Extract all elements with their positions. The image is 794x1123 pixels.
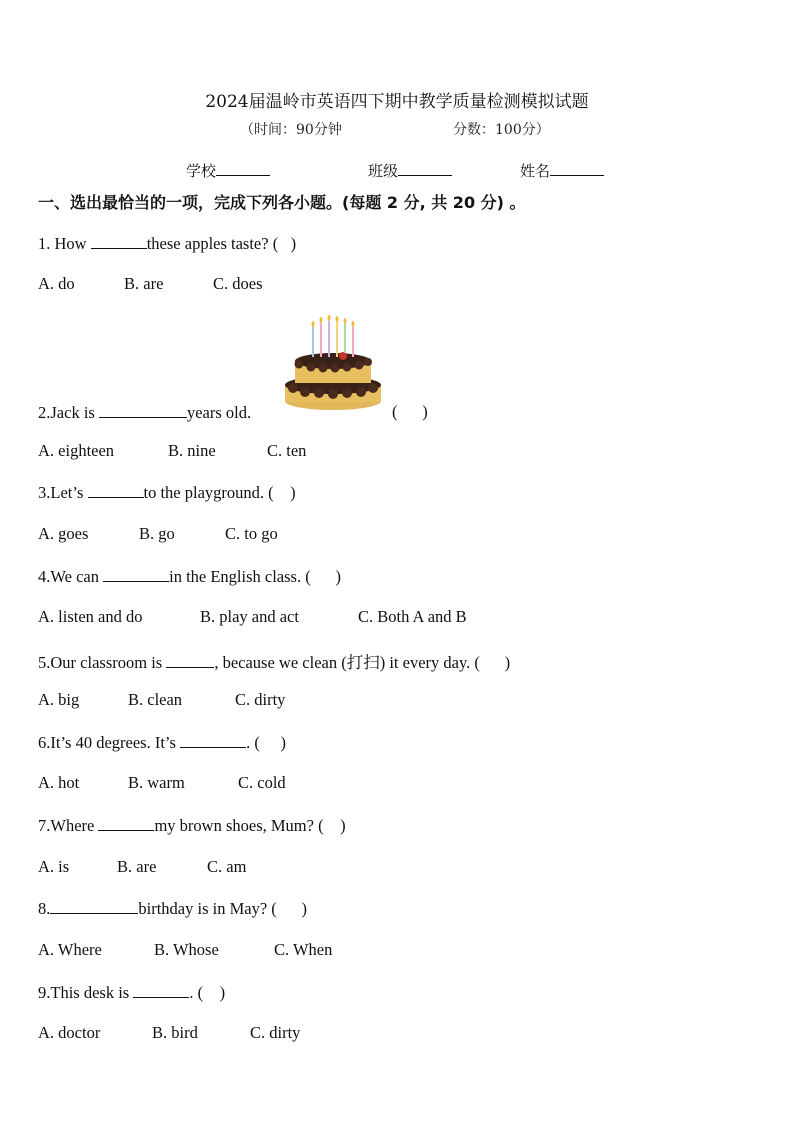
question-2 bbox=[38, 402, 251, 423]
name-blank[interactable] bbox=[550, 161, 604, 176]
question-text: these apples taste? ( bbox=[146, 234, 279, 253]
question-number: 1. bbox=[38, 234, 51, 253]
option-a[interactable]: A. doctor bbox=[38, 1023, 101, 1042]
question-text: Jack is bbox=[50, 403, 95, 422]
answer-blank[interactable] bbox=[133, 982, 189, 998]
question-3 bbox=[38, 482, 296, 503]
paren-close: ) bbox=[422, 402, 428, 421]
question-9 bbox=[38, 982, 225, 1003]
answer-paren: ) bbox=[335, 567, 341, 586]
answer-blank[interactable] bbox=[166, 652, 214, 668]
question-number: 2. bbox=[38, 403, 51, 422]
question-number: 6. bbox=[38, 733, 51, 752]
class-label: 班级 bbox=[368, 162, 399, 180]
question-text: to the playground. ( bbox=[143, 483, 274, 502]
option-c[interactable]: C. ten bbox=[267, 441, 307, 460]
question-text: This desk is bbox=[50, 983, 130, 1002]
question-1 bbox=[38, 233, 296, 254]
option-a[interactable]: A. is bbox=[38, 857, 70, 876]
exam-score: 分数：100分） bbox=[453, 122, 550, 138]
school-field[interactable] bbox=[186, 160, 270, 181]
question-text: birthday is in May? ( bbox=[138, 899, 277, 918]
question-text: Where bbox=[50, 816, 95, 835]
question-number: 8. bbox=[38, 899, 51, 918]
question-text: . ( bbox=[246, 733, 260, 752]
answer-blank[interactable] bbox=[98, 815, 154, 831]
question-number: 4. bbox=[38, 567, 51, 586]
question-text: We can bbox=[50, 567, 99, 586]
option-b[interactable]: B. nine bbox=[168, 441, 216, 460]
answer-paren: ) bbox=[290, 483, 296, 502]
option-b[interactable]: B. are bbox=[117, 857, 157, 876]
question-text: in the English class. ( bbox=[169, 567, 311, 586]
birthday-cake-image bbox=[283, 313, 383, 413]
option-b[interactable]: B. clean bbox=[128, 690, 183, 709]
option-c[interactable]: C. dirty bbox=[235, 690, 286, 709]
answer-paren: ) bbox=[504, 653, 511, 672]
option-c[interactable]: C. am bbox=[207, 857, 247, 876]
option-b[interactable]: B. are bbox=[124, 274, 164, 293]
question-text: my brown shoes, Mum? ( bbox=[154, 816, 324, 835]
option-c[interactable]: C. does bbox=[213, 274, 263, 293]
question-8 bbox=[38, 898, 307, 919]
option-b[interactable]: B. bird bbox=[152, 1023, 198, 1042]
answer-blank[interactable] bbox=[91, 233, 147, 249]
question-text: How bbox=[54, 234, 87, 253]
question-text: , because we clean (打扫) it every day. ( bbox=[214, 653, 480, 672]
name-field[interactable] bbox=[520, 160, 604, 181]
option-b[interactable]: B. play and act bbox=[200, 607, 299, 626]
question-text: Let’s bbox=[50, 483, 84, 502]
answer-paren: ) bbox=[280, 733, 286, 752]
option-b[interactable]: B. warm bbox=[128, 773, 185, 792]
answer-paren: ) bbox=[301, 899, 308, 918]
exam-time: （时间：90分钟 bbox=[240, 122, 342, 138]
option-b[interactable]: B. Whose bbox=[154, 940, 219, 959]
page-title: 2024届温岭市英语四下期中教学质量检测模拟试题 bbox=[205, 92, 589, 112]
question-text: Our classroom is bbox=[50, 653, 163, 672]
option-c[interactable]: C. When bbox=[274, 940, 333, 959]
question-6 bbox=[38, 732, 286, 753]
option-a[interactable]: A. hot bbox=[38, 773, 80, 792]
option-a[interactable]: A. big bbox=[38, 690, 80, 709]
option-a[interactable]: A. do bbox=[38, 274, 75, 293]
class-field[interactable] bbox=[368, 160, 452, 181]
school-blank[interactable] bbox=[216, 161, 270, 176]
answer-paren: ) bbox=[290, 234, 297, 253]
school-label: 学校 bbox=[186, 162, 217, 180]
question-4 bbox=[38, 566, 341, 587]
option-c[interactable]: C. Both A and B bbox=[358, 607, 467, 626]
option-c[interactable]: C. to go bbox=[225, 524, 278, 543]
answer-blank[interactable] bbox=[50, 898, 138, 914]
option-c[interactable]: C. dirty bbox=[250, 1023, 301, 1042]
question-number: 7. bbox=[38, 816, 51, 835]
option-c[interactable]: C. cold bbox=[238, 773, 286, 792]
question-text: . ( bbox=[189, 983, 204, 1002]
answer-blank[interactable] bbox=[103, 566, 169, 582]
class-blank[interactable] bbox=[398, 161, 452, 176]
answer-parens bbox=[392, 402, 428, 422]
answer-paren: ) bbox=[219, 983, 226, 1002]
question-5 bbox=[38, 649, 510, 673]
answer-paren: ) bbox=[340, 816, 346, 835]
section-heading: 一、选出最恰当的一项，完成下列各小题。(每题 2 分, 共 20 分) 。 bbox=[38, 193, 526, 212]
option-a[interactable]: A. Where bbox=[38, 940, 102, 959]
answer-blank[interactable] bbox=[88, 482, 144, 498]
answer-blank[interactable] bbox=[99, 402, 187, 418]
question-text: It’s 40 degrees. It’s bbox=[50, 733, 176, 752]
question-number: 5. bbox=[38, 653, 51, 672]
option-a[interactable]: A. goes bbox=[38, 524, 89, 543]
option-b[interactable]: B. go bbox=[139, 524, 175, 543]
question-number: 9. bbox=[38, 983, 51, 1002]
answer-blank[interactable] bbox=[180, 732, 246, 748]
paren-open: ( bbox=[392, 402, 398, 421]
question-number: 3. bbox=[38, 483, 51, 502]
question-7 bbox=[38, 815, 346, 836]
question-text: years old. bbox=[186, 403, 252, 422]
option-a[interactable]: A. eighteen bbox=[38, 441, 115, 460]
name-label: 姓名 bbox=[520, 162, 551, 180]
option-a[interactable]: A. listen and do bbox=[38, 607, 143, 626]
